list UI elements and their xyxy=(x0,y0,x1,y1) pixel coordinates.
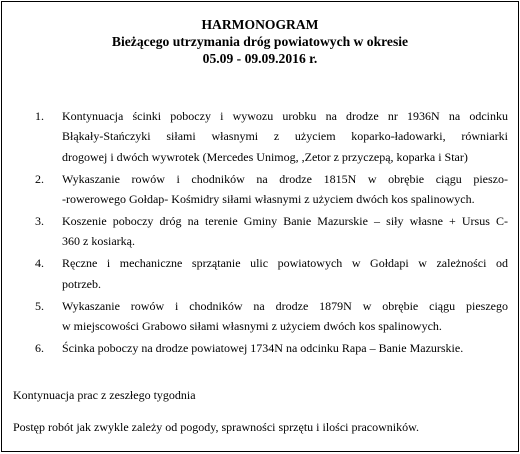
item-number: 5. xyxy=(35,298,44,313)
item-number: 3. xyxy=(35,214,44,229)
document-period: 05.09 - 09.09.2016 r. xyxy=(202,51,318,66)
item-number: 1. xyxy=(35,109,44,123)
item-text-line: potrzeb. xyxy=(62,276,101,291)
document-subtitle: Bieżącego utrzymania dróg powiatowych w okresie xyxy=(111,34,409,49)
document-page xyxy=(1,1,519,452)
item-text-line: 360 z kosiarką. xyxy=(62,234,135,249)
work-item-1 xyxy=(2,106,518,167)
work-item-3 xyxy=(2,211,518,252)
work-item-6 xyxy=(2,338,518,358)
document-title: HARMONOGRAM xyxy=(201,17,319,32)
item-number: 6. xyxy=(35,340,44,355)
continuation-note: Kontynuacja prac z zeszłego tygodnia xyxy=(13,388,196,402)
item-text-line: Ręczne i mechaniczne sprzątanie ulic powiatowych w Gołdapi w zależności od xyxy=(62,256,508,271)
work-item-5 xyxy=(2,296,518,337)
item-text-line: -rowerowego Gołdap- Kośmidry siłami własnymi z użyciem dwóch kos spalinowych. xyxy=(62,192,475,207)
item-text-line: Wykaszanie rowów i chodników na drodze 1815N w obrębie ciągu pieszo- xyxy=(62,171,508,186)
disclaimer-note: Postęp robót jak zwykle zależy od pogody, sprawności sprzętu i ilości pracowników. xyxy=(13,420,420,434)
item-number: 2. xyxy=(35,171,44,186)
item-number: 4. xyxy=(35,256,44,271)
item-text-line: drogowej i dwóch wywrotek (Mercedes Unimog, ,Zetor z przyczepą, koparka i Star) xyxy=(62,149,468,164)
item-text-line: Ścinka poboczy na drodze powiatowej 1734N na odcinku Rapa – Banie Mazurskie. xyxy=(62,340,464,355)
work-item-2 xyxy=(2,169,518,210)
work-item-4 xyxy=(2,253,518,294)
work-item-list xyxy=(2,106,518,360)
item-text-line: Koszenie poboczy dróg na terenie Gminy Banie Mazurskie – siły własne + Ursus C- xyxy=(62,214,508,229)
document-header xyxy=(2,2,518,67)
item-text-line: Kontynuacja ścinki poboczy i wywozu urobku na drodze nr 1936N na odcinku xyxy=(62,109,508,123)
item-text-line: w miejscowości Grabowo siłami własnymi z użyciem dwóch kos spalinowych. xyxy=(62,319,442,334)
item-text-line: Błąkały-Stańczyki siłami własnymi z użyciem koparko-ładowarki, równiarki xyxy=(62,129,508,144)
item-text-line: Wykaszanie rowów i chodników na drodze 1879N w obrębie ciągu pieszego xyxy=(62,298,508,313)
